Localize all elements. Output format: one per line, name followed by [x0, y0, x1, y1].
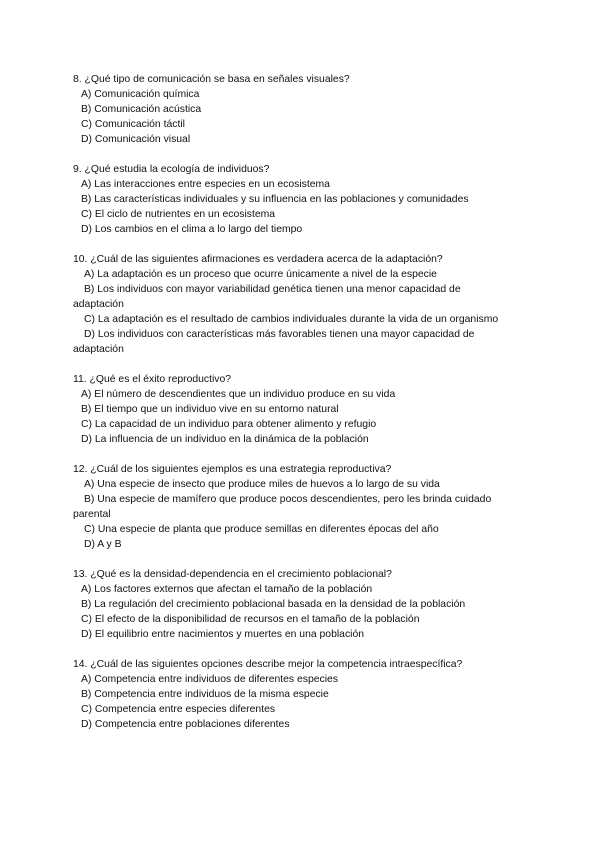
- option-c: C) Comunicación táctil: [81, 119, 185, 130]
- option-b: B) El tiempo que un individuo vive en su entorno natural: [81, 404, 339, 415]
- question-text: 14. ¿Cuál de las siguientes opciones describe mejor la competencia intraespecífica?: [73, 659, 463, 670]
- option-d: D) La influencia de un individuo en la dinámica de la población: [81, 434, 369, 445]
- option-c: C) El efecto de la disponibilidad de recursos en el tamaño de la población: [81, 614, 420, 625]
- question-text: 12. ¿Cuál de los siguientes ejemplos es una estrategia reproductiva?: [73, 464, 392, 475]
- question-text: 13. ¿Qué es la densidad-dependencia en el crecimiento poblacional?: [73, 569, 392, 580]
- answer-options: [73, 177, 533, 237]
- option-a: A) Los factores externos que afectan el tamaño de la población: [81, 584, 373, 595]
- option-c: C) Una especie de planta que produce semillas en diferentes épocas del año: [84, 524, 439, 535]
- option-d: D) El equilibrio entre nacimientos y muertes en una población: [81, 629, 365, 640]
- option-a: A) Las interacciones entre especies en un ecosistema: [81, 179, 330, 190]
- answer-options: [73, 672, 533, 732]
- option-b: B) Comunicación acústica: [81, 104, 202, 115]
- answer-options: [73, 387, 533, 447]
- option-c: C) La capacidad de un individuo para obtener alimento y refugio: [81, 419, 377, 430]
- option-b-continuation: adaptación: [73, 299, 124, 310]
- option-b: B) Las características individuales y su influencia en las poblaciones y comunidades: [81, 194, 469, 205]
- option-d: D) Los cambios en el clima a lo largo del tiempo: [81, 224, 303, 235]
- question-14: [73, 657, 533, 732]
- question-text: 8. ¿Qué tipo de comunicación se basa en señales visuales?: [73, 74, 350, 85]
- answer-options: [73, 87, 533, 147]
- answer-options: [73, 477, 533, 552]
- question-text: 9. ¿Qué estudia la ecología de individuos?: [73, 164, 270, 175]
- option-b-continuation: parental: [73, 509, 111, 520]
- question-9: [73, 162, 533, 237]
- option-b: B) Competencia entre individuos de la misma especie: [81, 689, 329, 700]
- option-d: D) Los individuos con características más favorables tienen una mayor capacidad de: [84, 329, 475, 340]
- answer-options: [73, 267, 533, 357]
- question-12: [73, 462, 533, 552]
- option-c: C) La adaptación es el resultado de cambios individuales durante la vida de un organismo: [84, 314, 499, 325]
- option-a: A) Competencia entre individuos de diferentes especies: [81, 674, 339, 685]
- option-d: D) Competencia entre poblaciones diferentes: [81, 719, 290, 730]
- option-b: B) Los individuos con mayor variabilidad genética tienen una menor capacidad de: [84, 284, 461, 295]
- option-c: C) El ciclo de nutrientes en un ecosistema: [81, 209, 276, 220]
- option-b: B) La regulación del crecimiento poblacional basada en la densidad de la población: [81, 599, 466, 610]
- option-a: A) Una especie de insecto que produce miles de huevos a lo largo de su vida: [84, 479, 440, 490]
- question-11: [73, 372, 533, 447]
- question-10: [73, 252, 533, 357]
- answer-options: [73, 582, 533, 642]
- option-a: A) El número de descendientes que un individuo produce en su vida: [81, 389, 396, 400]
- option-a: A) La adaptación es un proceso que ocurre únicamente a nivel de la especie: [84, 269, 437, 280]
- question-13: [73, 567, 533, 642]
- option-d: D) Comunicación visual: [81, 134, 191, 145]
- option-c: C) Competencia entre especies diferentes: [81, 704, 276, 715]
- option-a: A) Comunicación química: [81, 89, 200, 100]
- option-d: D) A y B: [84, 539, 122, 550]
- question-8: [73, 72, 533, 147]
- question-text: 10. ¿Cuál de las siguientes afirmaciones es verdadera acerca de la adaptación?: [73, 254, 443, 265]
- question-text: 11. ¿Qué es el éxito reproductivo?: [73, 374, 232, 385]
- option-b: B) Una especie de mamífero que produce pocos descendientes, pero les brinda cuidado: [84, 494, 492, 505]
- quiz-questions: [73, 72, 533, 747]
- option-d-continuation: adaptación: [73, 344, 124, 355]
